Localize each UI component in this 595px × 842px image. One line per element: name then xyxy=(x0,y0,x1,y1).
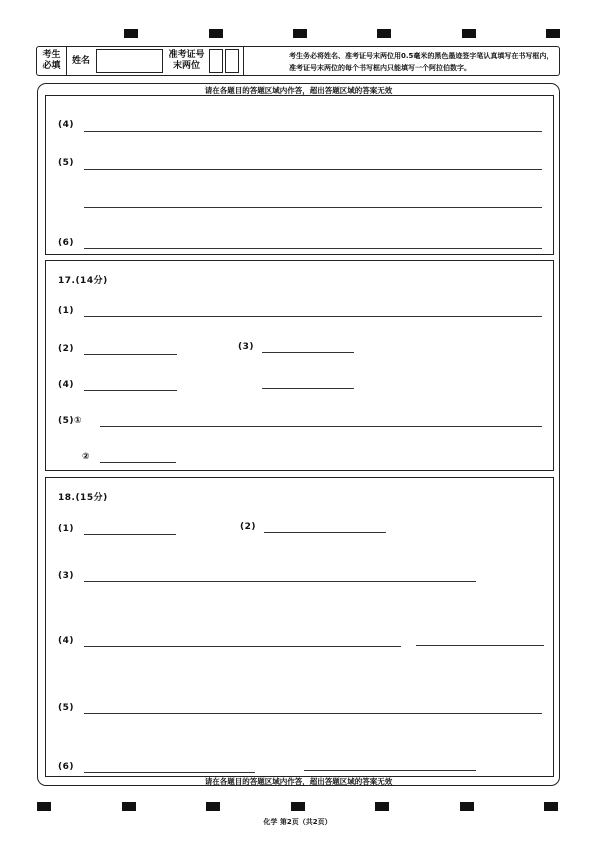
q17-part-1-answer-line[interactable] xyxy=(84,316,542,317)
top-banner: 请在各题目的答题区域内作答，超出答题区域的答案无效 xyxy=(204,86,393,95)
q17-part-4-label: (4) xyxy=(58,380,74,390)
q17-part-3-label: (3) xyxy=(238,342,254,352)
q18-part-6-answer-line[interactable] xyxy=(84,772,255,773)
id-digit-box-2[interactable] xyxy=(225,49,239,73)
q18-part-2-label: (2) xyxy=(240,522,256,532)
q18-part-6-answer-line-2[interactable] xyxy=(304,770,476,771)
q18-part-3-label: (3) xyxy=(58,571,74,581)
registration-mark xyxy=(122,802,136,811)
q18-part-3-answer-line[interactable] xyxy=(84,581,476,582)
registration-mark xyxy=(377,29,391,38)
q16-part-6-answer-line[interactable] xyxy=(84,248,542,249)
q17-part-5-sub-2-answer-line[interactable] xyxy=(100,462,176,463)
q17-part-5-label: (5)① xyxy=(58,416,83,426)
q16-part-5-label: (5) xyxy=(58,158,74,168)
name-label: 姓名 xyxy=(71,55,90,66)
registration-mark xyxy=(462,29,476,38)
registration-mark xyxy=(37,802,51,811)
instructions-notice: 考生务必将姓名、准考证号末两位用0.5毫米的黑色墨迹签字笔认真填写在书写框内， 准考证号末两位的每个书写框内只能填写一个阿拉伯数字。 xyxy=(289,52,554,72)
q18-part-5-answer-line[interactable] xyxy=(84,713,542,714)
registration-mark xyxy=(206,802,220,811)
q16-part-5-answer-line-2[interactable] xyxy=(84,207,542,208)
id-label: 准考证号 末两位 xyxy=(168,50,205,71)
q18-part-5-label: (5) xyxy=(58,703,74,713)
q18-part-1-label: (1) xyxy=(58,524,74,534)
header-divider xyxy=(243,47,244,75)
q18-part-4-answer-line[interactable] xyxy=(84,646,401,647)
id-digit-box-1[interactable] xyxy=(209,49,223,73)
answer-area xyxy=(37,83,560,786)
q18-part-4-answer-line-2[interactable] xyxy=(416,645,544,646)
q16-part-5-answer-line[interactable] xyxy=(84,169,542,170)
q18-part-6-label: (6) xyxy=(58,762,74,772)
q17-part-5-sub-2-label: ② xyxy=(82,452,91,462)
q17-part-4-answer-line[interactable] xyxy=(84,390,177,391)
candidate-required-label: 考生 必填 xyxy=(37,47,67,75)
name-input-box[interactable] xyxy=(96,49,163,73)
q18-part-1-answer-line[interactable] xyxy=(84,534,176,535)
registration-mark xyxy=(375,802,389,811)
registration-mark xyxy=(293,29,307,38)
registration-mark xyxy=(544,802,558,811)
q17-part-2-answer-line[interactable] xyxy=(84,354,177,355)
q17-title: 17.(14分) xyxy=(58,276,108,286)
q17-part-5-answer-line[interactable] xyxy=(100,426,542,427)
q18-part-2-answer-line[interactable] xyxy=(264,532,386,533)
registration-mark xyxy=(124,29,138,38)
q17-part-1-label: (1) xyxy=(58,306,74,316)
candidate-info-header xyxy=(36,46,560,76)
question-17-section xyxy=(45,260,554,471)
question-16-continued-section xyxy=(45,95,554,255)
registration-mark xyxy=(546,29,560,38)
q17-part-4-answer-line-2[interactable] xyxy=(262,388,354,389)
question-18-section xyxy=(45,477,554,777)
q16-part-6-label: (6) xyxy=(58,238,74,248)
q17-part-3-answer-line[interactable] xyxy=(262,352,354,353)
q18-part-4-label: (4) xyxy=(58,636,74,646)
registration-mark xyxy=(460,802,474,811)
registration-mark xyxy=(209,29,223,38)
page-footer: 化学 第2页（共2页） xyxy=(263,818,332,826)
q17-part-2-label: (2) xyxy=(58,344,74,354)
q16-part-4-label: (4) xyxy=(58,120,74,130)
bottom-banner: 请在各题目的答题区域内作答，超出答题区域的答案无效 xyxy=(204,777,393,786)
q16-part-4-answer-line[interactable] xyxy=(84,131,542,132)
registration-mark xyxy=(291,802,305,811)
q18-title: 18.(15分) xyxy=(58,493,108,503)
